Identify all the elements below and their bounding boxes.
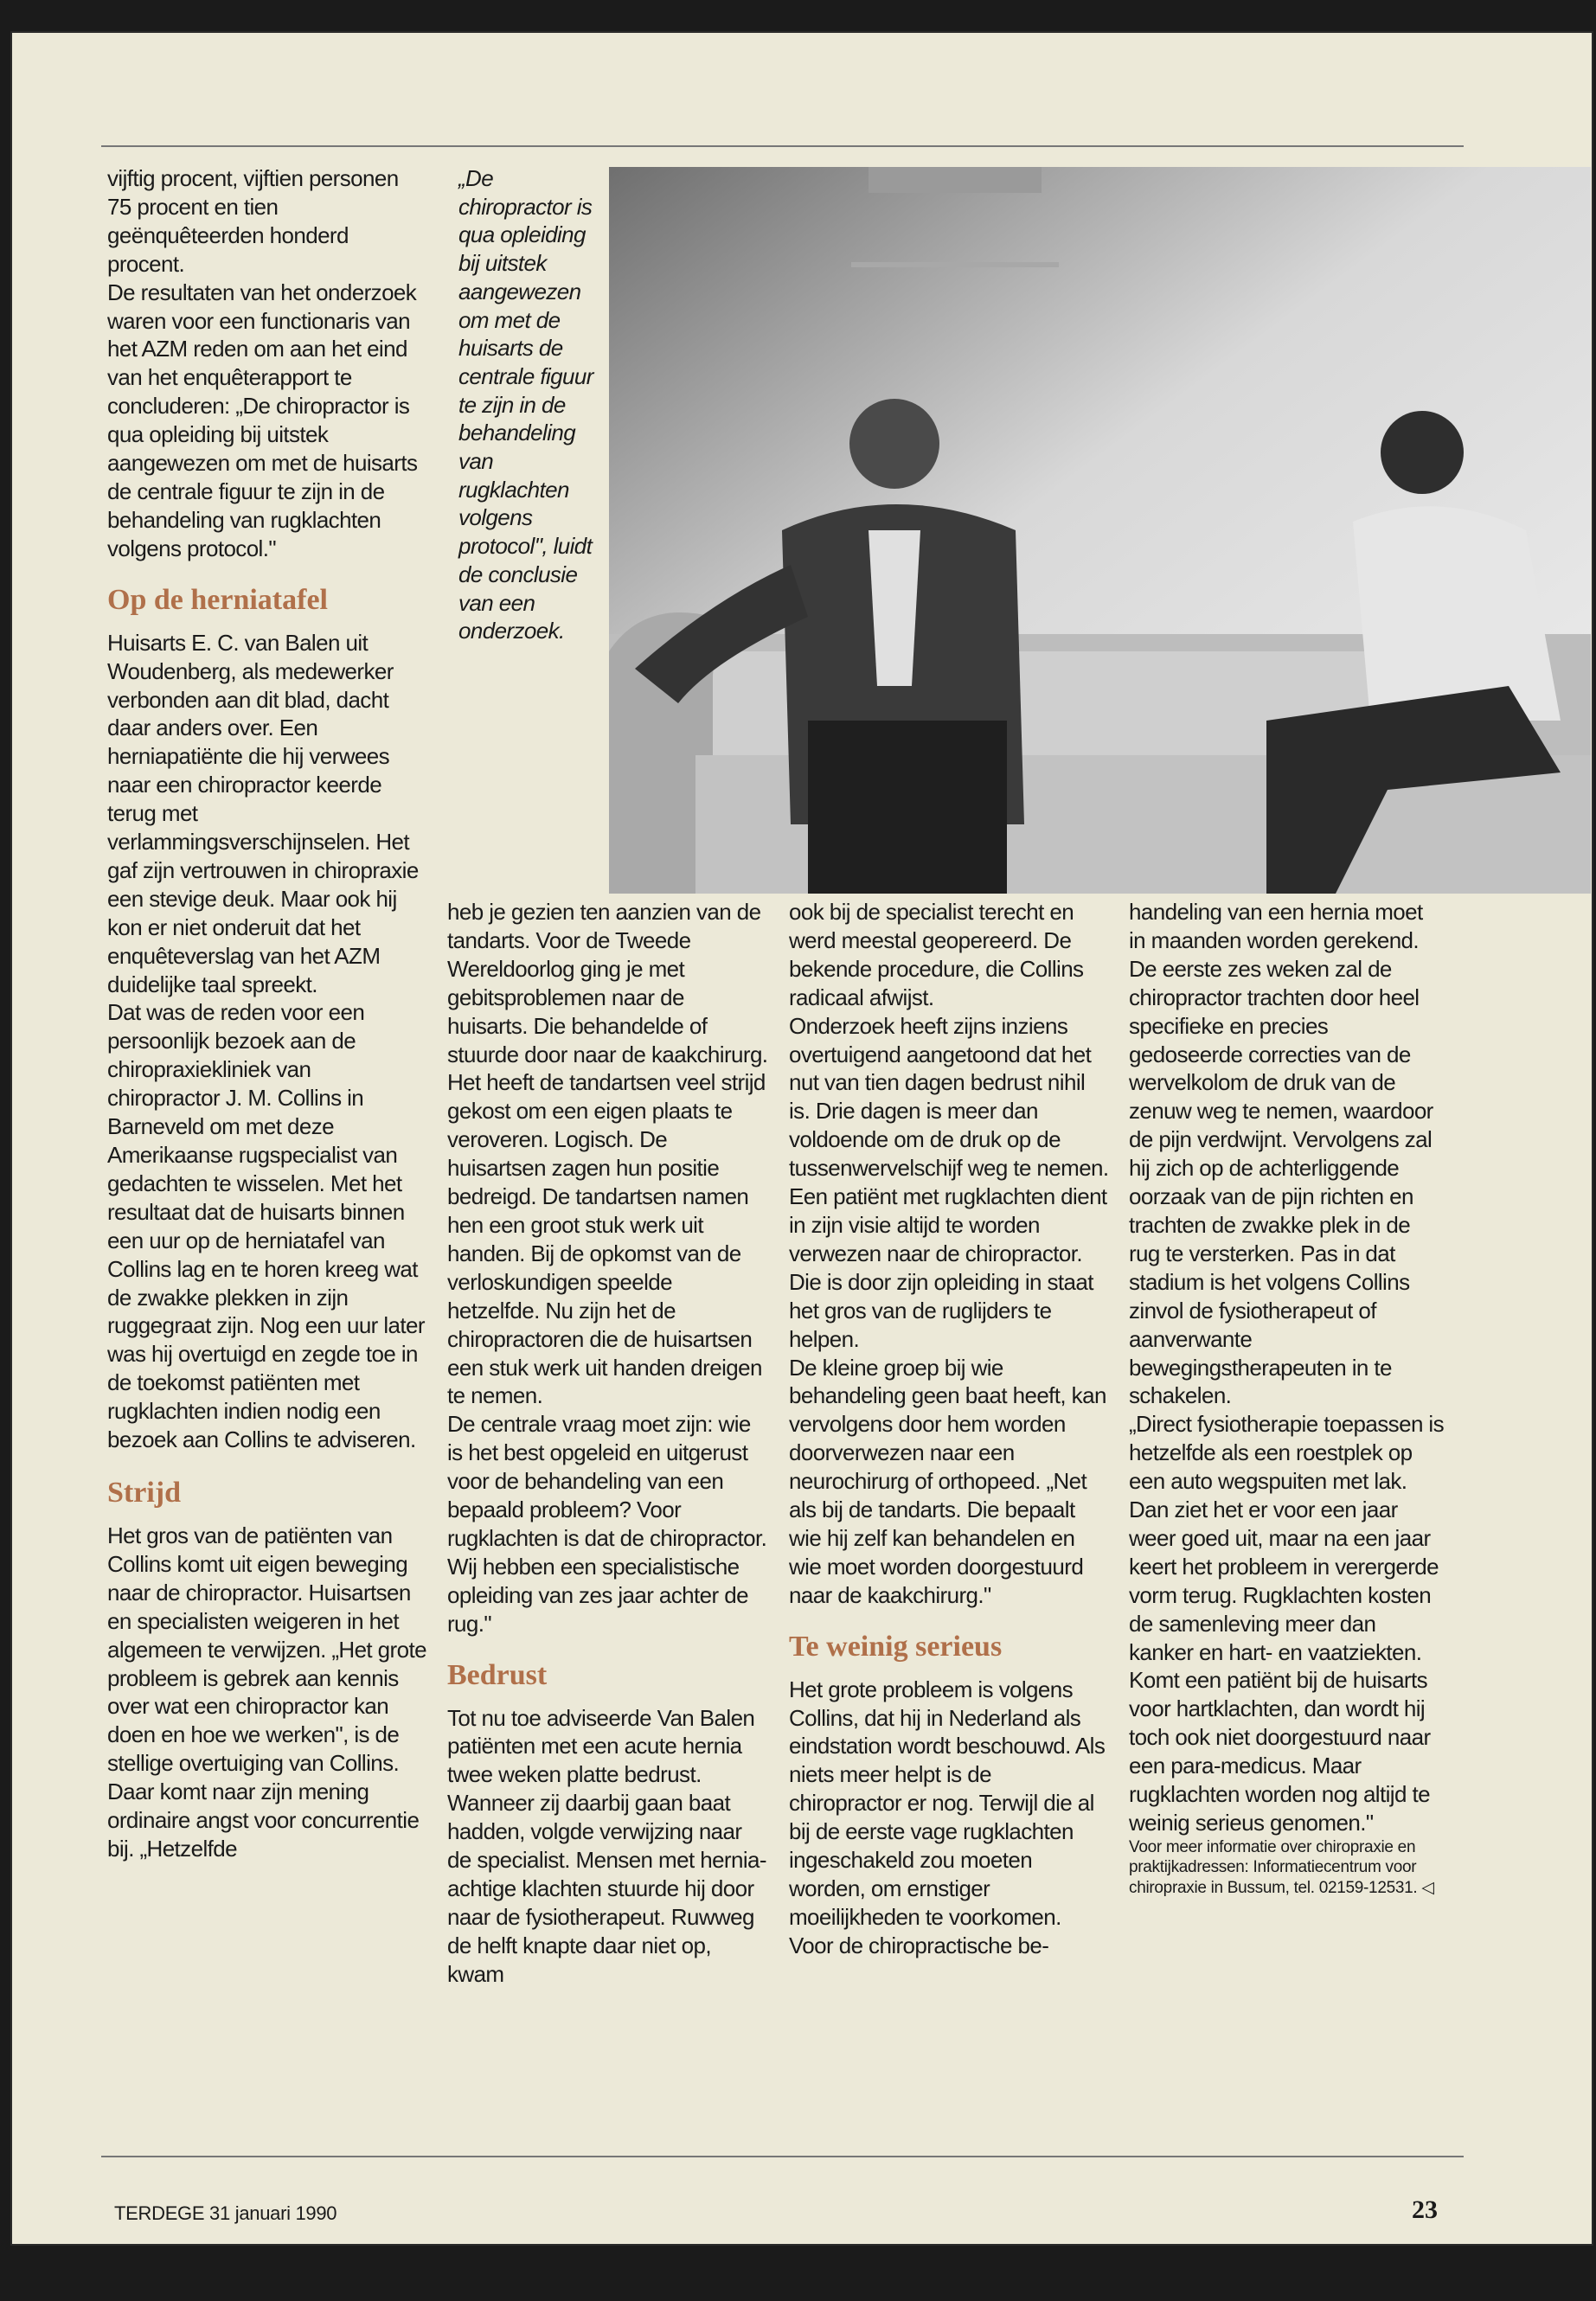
paragraph: „Direct fysiotherapie toepassen is hetzelfde als een roestplek op een auto wegspuiten met lak. Dan ziet het er voor een jaar weer goed uit, maar na een jaar keert het probleem in verergerde vorm terug. Rugklachten kosten de samenleving meer dan kanker en hart- en vaatziekten. Komt een patiënt bij de huisarts voor hartklachten, dan wordt hij toch ook niet doorgestuurd naar een para-medicus. Maar rugklachten worden nog altijd te weinig serieus genomen." bbox=[1129, 1411, 1445, 1836]
paragraph: Huisarts E. C. van Balen uit Woudenberg, als medewerker verbonden aan dit blad, dacht daar anders over. Een herniapatiënte die hij verwees naar een chiropractor keerde terug met verlammingsverschijnselen. Het gaf zijn vertrouwen in chiropraxie een stevige deuk. Maar ook hij kon er niet onderuit dat het enquêteverslag van het AZM duidelijke taal spreekt. bbox=[107, 629, 419, 997]
paragraph: vijftig procent, vijftien personen 75 procent en tien geënquêteerden honderd procent. bbox=[107, 165, 399, 277]
pull-quote: „De chiropractor is qua opleiding bij uitstek aangewezen om met de huisarts de centrale figuur te zijn in de behandeling van rugklachten volgens protocol", luidt de conclusie van een onderzoek. bbox=[458, 165, 593, 644]
photo-two-men-on-sofa bbox=[609, 167, 1591, 894]
paragraph: Dat was de reden voor een persoonlijk bezoek aan de chiropraxiekliniek van chiropractor J. M. Collins in Barneveld om met deze Amerikaanse rugspecialist van gedachten te wisselen. Met het resultaat dat de huisarts binnen een uur op de herniatafel van Collins lag en te horen kreeg wat de zwakke plekken in zijn ruggegraat zijn. Nog een uur later was hij overtuigd en zegde toe in de toekomst patiënten met rugklachten indien nodig een bezoek aan Collins te adviseren. bbox=[107, 999, 425, 1453]
subheading-herniatafel: Op de herniatafel bbox=[107, 583, 328, 616]
paragraph: De resultaten van het onderzoek waren voor een functionaris van het AZM reden om aan het eind van het enquêterapport te concluderen: „De chiropractor is qua opleiding bij uitstek aangewezen om met de huisarts de centrale figuur te zijn in de behandeling van rugklachten volgens protocol." bbox=[107, 279, 418, 561]
column-1 bbox=[107, 164, 427, 1863]
paragraph: handeling van een hernia moet in maanden worden gerekend. De eerste zes weken zal de chiropractor trachten door heel specifieke en precies gedoseerde correcties van de wervelkolom de druk van de zenuw weg te nemen, waardoor de pijn verdwijnt. Vervolgens zal hij zich op de achterliggende oorzaak van de pijn richten en trachten de zwakke plek in de rug te versterken. Pas in dat stadium is het volgens Collins zinvol de fysiotherapeut of aanverwante bewegingstherapeuten in te schakelen. bbox=[1129, 899, 1433, 1409]
paragraph: De kleine groep bij wie behandeling geen baat heeft, kan vervolgens door hem worden doorverwezen naar een neurochirurg of orthopeed. „Net als bij de tandarts. Die bepaalt wie hij zelf kan behandelen en wie moet worden doorgestuurd naar de kaakchirurg." bbox=[789, 1354, 1106, 1608]
page-number: 23 bbox=[1412, 2195, 1438, 2224]
top-rule bbox=[101, 145, 1464, 147]
column-4 bbox=[1129, 898, 1445, 1898]
paragraph: Tot nu toe adviseerde Van Balen patiënten met een acute hernia twee weken platte bedrust. Wanneer zij daarbij gaan baat hadden, volgde verwijzing naar de specialist. Mensen met hernia-achtige klachten stuurde hij door naar de fysiotherapeut. Ruwweg de helft knapte daar niet op, kwam bbox=[447, 1704, 766, 1987]
subheading-strijd: Strijd bbox=[107, 1476, 181, 1509]
footer-issue-date: TERDEGE 31 januari 1990 bbox=[114, 2202, 337, 2224]
subheading-bedrust: Bedrust bbox=[447, 1658, 548, 1691]
paragraph: De centrale vraag moet zijn: wie is het best opgeleid en uitgerust voor de behandeling van een bepaald probleem? Voor rugklachten is dat de chiropractor. Wij hebben een specialistische opleiding van zes jaar achter de rug." bbox=[447, 1411, 767, 1637]
magazine-page bbox=[10, 31, 1593, 2246]
paragraph: heb je gezien ten aanzien van de tandarts. Voor de Tweede Wereldoorlog ging je met gebitsproblemen naar de huisarts. Die behandelde of stuurde door naar de kaakchirurg. bbox=[447, 899, 768, 1067]
paragraph: Voor de chiropractische be- bbox=[789, 1932, 1049, 1958]
paragraph: ook bij de specialist terecht en werd meestal geopereerd. De bekende procedure, die Collins radicaal afwijst. bbox=[789, 899, 1084, 1010]
column-3 bbox=[789, 898, 1109, 1960]
column-2 bbox=[447, 898, 769, 1989]
footnote: Voor meer informatie over chiropraxie en praktijkadressen: Informatiecentrum voor chiropraxie in Bussum, tel. 02159-12531. ◁ bbox=[1129, 1837, 1434, 1897]
paragraph: Het grote probleem is volgens Collins, dat hij in Nederland als eindstation wordt beschouwd. Als niets meer helpt is de chiropractor er nog. Terwijl die al bij de eerste vage rugklachten ingeschakeld zou moeten worden, om ernstiger moeilijkheden te voorkomen. bbox=[789, 1676, 1106, 1930]
subheading-te-weinig-serieus: Te weinig serieus bbox=[789, 1630, 1003, 1663]
photo-illustration bbox=[609, 167, 1591, 894]
paragraph: Onderzoek heeft zijns inziens overtuigend aangetoond dat het nut van tien dagen bedrust nihil is. Drie dagen is meer dan voldoende om de druk op de tussenwervelschijf weg te nemen. Een patiënt met rugklachten dient in zijn visie altijd te worden verwezen naar de chiropractor. Die is door zijn opleiding in staat het gros van de ruglijders te helpen. bbox=[789, 1012, 1109, 1352]
bottom-rule bbox=[101, 2156, 1464, 2157]
paragraph: Het gros van de patiënten van Collins komt uit eigen beweging naar de chiropractor. Huisartsen en specialisten weigeren in het algemeen te verwijzen. „Het grote probleem is gebrek aan kennis over wat een chiropractor kan doen en hoe we werken", is de stellige overtuiging van Collins. Daar komt naar zijn mening ordinaire angst voor concurrentie bij. „Hetzelfde bbox=[107, 1522, 426, 1862]
paragraph: Het heeft de tandartsen veel strijd gekost om een eigen plaats te veroveren. Logisch. De huisartsen zagen hun positie bedreigd. De tandartsen namen hen een groot stuk werk uit handen. Bij de opkomst van de verloskundigen speelde hetzelfde. Nu zijn het de chiropractoren die de huisartsen een stuk werk uit handen dreigen te nemen. bbox=[447, 1069, 766, 1409]
